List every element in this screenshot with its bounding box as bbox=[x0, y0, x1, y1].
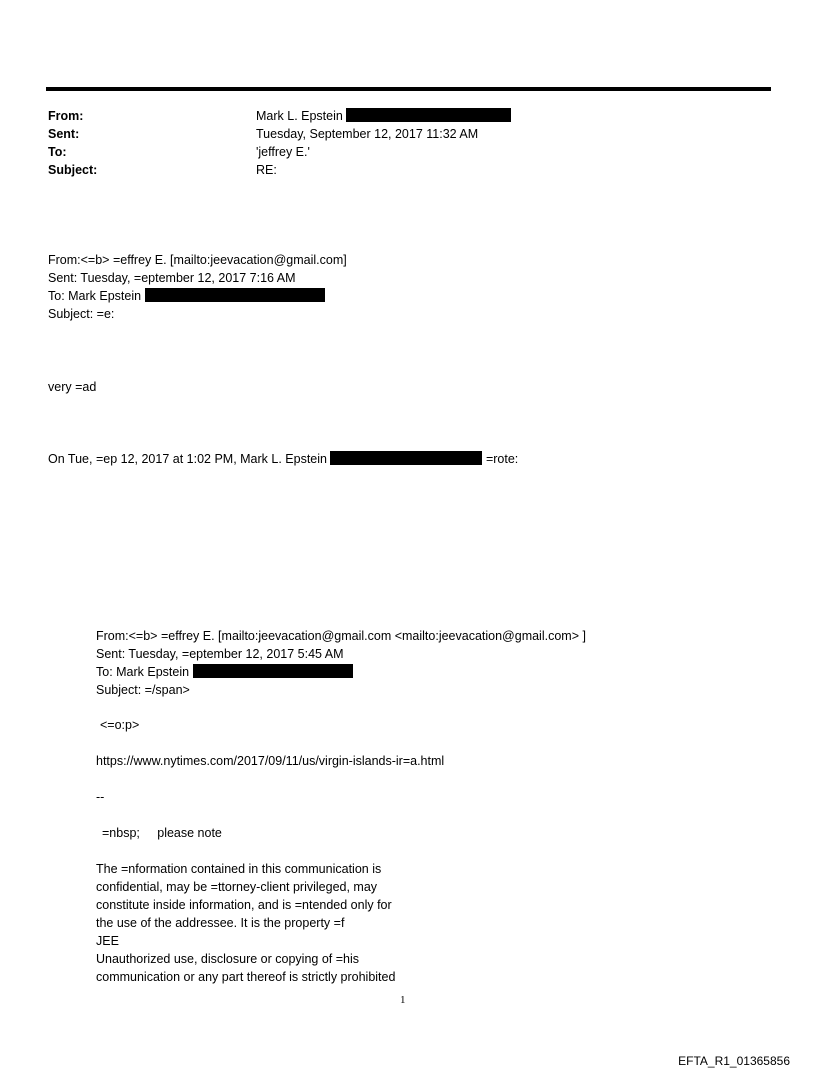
disclaimer-line: communication or any part thereof is strictly prohibited bbox=[96, 970, 396, 984]
article-link[interactable]: https://www.nytimes.com/2017/09/11/us/virgin-islands-ir=a.html bbox=[96, 754, 445, 768]
disclaimer-line: Unauthorized use, disclosure or copying of =his bbox=[96, 952, 359, 966]
redaction-box bbox=[346, 108, 511, 122]
quote-prefix: On Tue, =ep 12, 2017 at 1:02 PM, Mark L. Epstein bbox=[48, 452, 327, 466]
signature-dashes: -- bbox=[96, 790, 105, 804]
disclaimer-line: confidential, may be =ttorney-client privileged, may bbox=[96, 880, 378, 894]
reply2-op-tag: <=o:p> bbox=[100, 718, 140, 732]
reply1-body: very =ad bbox=[48, 380, 97, 394]
sent-value: Tuesday, September 12, 2017 11:32 AM bbox=[256, 127, 479, 141]
disclaimer-line: JEE bbox=[96, 934, 119, 948]
redaction-box bbox=[193, 664, 353, 678]
reply1-to bbox=[48, 287, 325, 305]
redaction-box bbox=[330, 451, 482, 465]
reply2-subject: Subject: =/span> bbox=[96, 683, 190, 697]
from-name: Mark L. Epstein bbox=[256, 109, 343, 123]
please-note: =nbsp; please note bbox=[102, 826, 222, 840]
page-number: 1 bbox=[400, 994, 406, 1006]
reply2-to bbox=[96, 663, 353, 681]
reply1-to-text: To: Mark Epstein bbox=[48, 289, 142, 303]
redaction-box bbox=[145, 288, 325, 302]
reply1-from: From:<=b> =effrey E. [mailto:jeevacation@gmail.com] bbox=[48, 253, 347, 267]
reply2-to-text: To: Mark Epstein bbox=[96, 665, 190, 679]
disclaimer-line: the use of the addressee. It is the property =f bbox=[96, 916, 345, 930]
header-rule bbox=[46, 87, 771, 91]
disclaimer-line: constitute inside information, and is =ntended only for bbox=[96, 898, 392, 912]
from-label: From: bbox=[48, 109, 84, 123]
reply2-sent: Sent: Tuesday, =eptember 12, 2017 5:45 AM bbox=[96, 647, 344, 661]
quote-suffix: =rote: bbox=[485, 452, 519, 466]
bates-number: EFTA_R1_01365856 bbox=[678, 1054, 790, 1068]
subject-value: RE: bbox=[256, 163, 277, 177]
reply1-subject: Subject: =e: bbox=[48, 307, 115, 321]
reply1-quote-line bbox=[48, 450, 518, 468]
from-value bbox=[256, 107, 511, 125]
disclaimer-line: The =nformation contained in this communication is bbox=[96, 862, 382, 876]
sent-label: Sent: bbox=[48, 127, 80, 141]
reply2-from: From:<=b> =effrey E. [mailto:jeevacation@gmail.com <mailto:jeevacation@gmail.com> ] bbox=[96, 629, 586, 643]
to-label: To: bbox=[48, 145, 67, 159]
reply1-sent: Sent: Tuesday, =eptember 12, 2017 7:16 AM bbox=[48, 271, 296, 285]
subject-label: Subject: bbox=[48, 163, 98, 177]
to-value: 'jeffrey E.' bbox=[256, 145, 310, 159]
